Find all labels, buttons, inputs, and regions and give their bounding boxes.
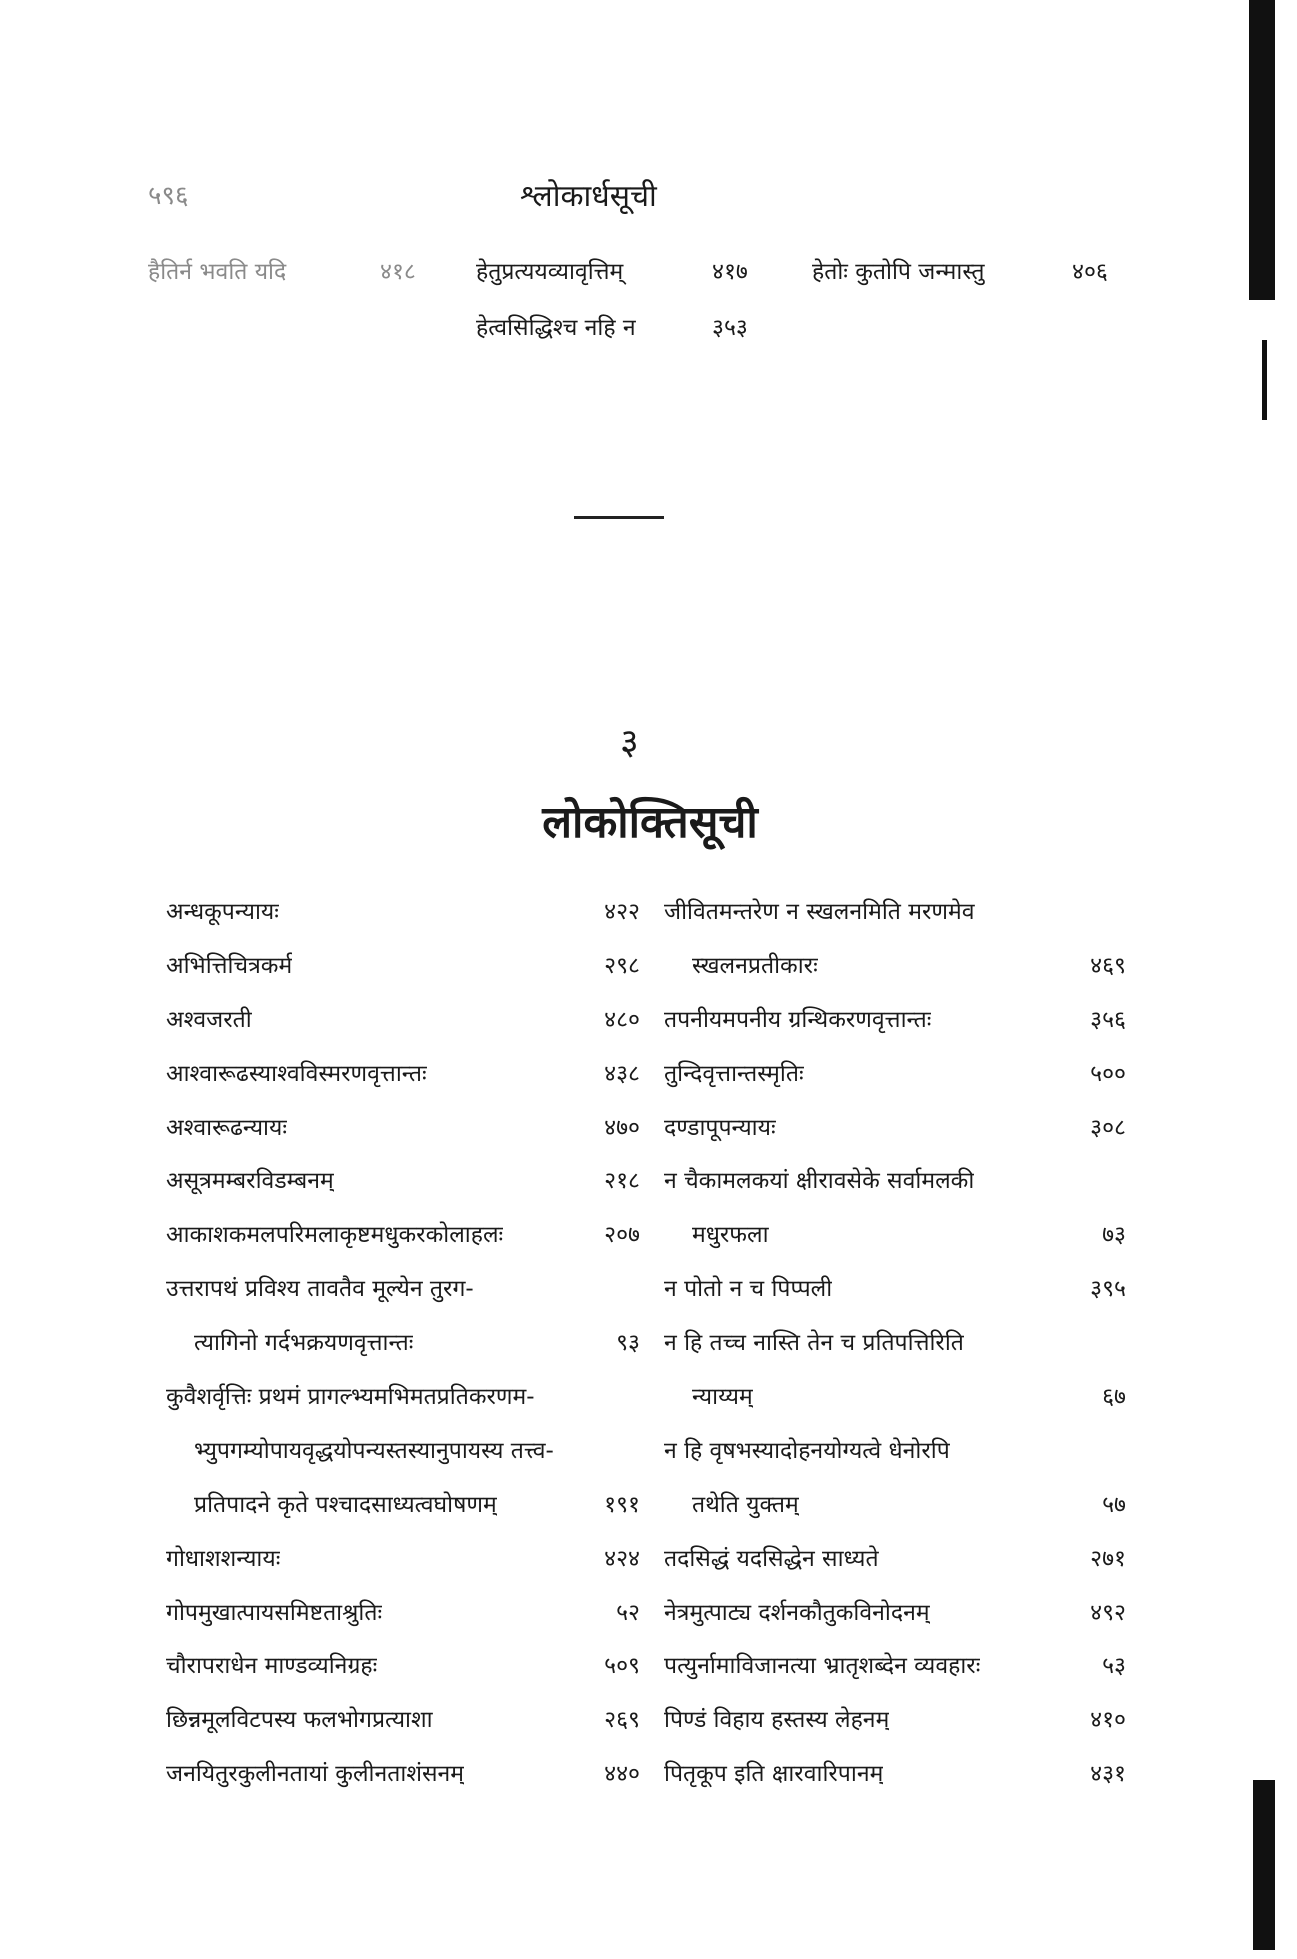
entry-text: तुन्दिवृत्तान्तस्मृतिः (664, 1060, 804, 1087)
scan-edge-mark (1262, 340, 1267, 420)
entry-text: पितृकूप इति क्षारवारिपानम् (664, 1761, 884, 1788)
entry-page-number: ४१० (1090, 1707, 1126, 1734)
entry-page-number: ३९५ (1090, 1276, 1126, 1303)
index-entry (664, 1433, 1126, 1487)
entry-page-number: ५०० (1090, 1060, 1126, 1087)
entry-text: प्रतिपादने कृते पश्चादसाध्यत्वघोषणम् (194, 1491, 497, 1518)
entry-text: उत्तरापथं प्रविश्य तावतैव मूल्येन तुरग- (166, 1276, 474, 1303)
entry-page-number: ४२२ (604, 899, 640, 925)
index-entry (664, 1110, 1126, 1164)
index-entry (664, 1056, 1126, 1110)
index-entry (664, 1217, 1126, 1271)
entry-text: दण्डापूपन्यायः (664, 1114, 776, 1141)
index-entry (664, 1271, 1126, 1325)
header-entry-text: हेत्वसिद्धिश्च नहि न (476, 315, 636, 341)
running-title: श्लोकार्धसूची (520, 179, 657, 214)
scan-edge-mark (1253, 1780, 1275, 1950)
index-entry (664, 1541, 1126, 1595)
header-entry (476, 254, 623, 286)
index-entry (664, 1756, 1126, 1810)
entry-text: न हि वृषभस्यादोहनयोग्यत्वे धेनोरपि (664, 1437, 950, 1464)
index-entry (664, 1325, 1126, 1379)
entry-page-number: ४९२ (1090, 1599, 1126, 1626)
index-entry (166, 948, 640, 1002)
header-entry-text: हैतिर्न भवति यदि (148, 259, 287, 285)
index-entry (664, 1487, 1126, 1541)
index-entry (664, 1163, 1126, 1217)
entry-text: स्खलनप्रतीकारः (692, 952, 818, 979)
index-entry (166, 1056, 640, 1110)
entry-page-number: ४३८ (604, 1060, 640, 1087)
index-column-right (664, 894, 1126, 1810)
entry-page-number: ३५६ (1090, 1006, 1126, 1033)
entry-text: कुवैशर्वृत्तिः प्रथमं प्रागल्भ्यमभिमतप्रतिकरणम- (166, 1384, 535, 1411)
index-entry (166, 1541, 640, 1595)
entry-text: अभित्तिचित्रकर्म (166, 952, 293, 979)
entry-page-number: ९३ (616, 1330, 640, 1357)
entry-text: त्यागिनो गर्दभक्रयणवृत्तान्तः (194, 1330, 414, 1357)
index-entry (166, 1702, 640, 1756)
entry-page-number: ४३१ (1090, 1761, 1126, 1788)
index-entry (166, 894, 640, 948)
entry-text: पिण्डं विहाय हस्तस्य लेहनम् (664, 1707, 890, 1734)
index-entry (664, 1002, 1126, 1056)
entry-page-number: ५२ (616, 1599, 640, 1626)
entry-text: गोधाशशन्यायः (166, 1545, 281, 1572)
entry-text: तदसिद्धं यदसिद्धेन साध्यते (664, 1545, 879, 1572)
section-number: ३ (620, 722, 639, 763)
header-entry-page: ४१८ (380, 259, 416, 285)
entry-text: असूत्रमम्बरविडम्बनम् (166, 1168, 334, 1195)
entry-text: भ्युपगम्योपायवृद्धयोपन्यस्तस्यानुपायस्य तत्त्व- (194, 1437, 554, 1464)
entry-text: आकाशकमलपरिमलाकृष्टमधुकरकोलाहलः (166, 1222, 504, 1249)
entry-page-number: २१८ (604, 1168, 640, 1195)
index-entry (166, 1648, 640, 1702)
entry-text: मधुरफला (692, 1222, 769, 1249)
index-entry (166, 1110, 640, 1164)
entry-page-number: २०७ (604, 1222, 640, 1249)
entry-text: न्याय्यम् (692, 1384, 753, 1411)
index-entry (166, 1433, 640, 1487)
index-column-left (166, 894, 640, 1810)
entry-page-number: ६७ (1102, 1384, 1126, 1411)
entry-text: अश्वजरती (166, 1006, 252, 1033)
entry-text: आश्वारूढस्याश्वविस्मरणवृत्तान्तः (166, 1060, 427, 1087)
entry-text: जनयितुरकुलीनतायां कुलीनताशंसनम् (166, 1761, 465, 1788)
index-entry (664, 1702, 1126, 1756)
entry-text: चौरापराधेन माण्डव्यनिग्रहः (166, 1653, 378, 1680)
index-entry (166, 1595, 640, 1649)
entry-text: न हि तच्च नास्ति तेन च प्रतिपत्तिरिति (664, 1330, 964, 1357)
entry-page-number: १९१ (604, 1491, 640, 1518)
page-number: ५९६ (148, 181, 189, 211)
index-entry (664, 1595, 1126, 1649)
header-entry (812, 254, 984, 286)
index-entry (664, 894, 1126, 948)
header-entry (476, 310, 636, 342)
entry-text: अन्धकूपन्यायः (166, 899, 279, 925)
entry-text: न चैकामलकयां क्षीरावसेके सर्वामलकी (664, 1168, 975, 1195)
entry-page-number: ४४० (604, 1761, 640, 1788)
section-title: लोकोक्तिसूची (542, 797, 758, 848)
index-entry (664, 1648, 1126, 1702)
entry-page-number: २७१ (1090, 1545, 1126, 1572)
index-entry (664, 948, 1126, 1002)
index-entry (166, 1325, 640, 1379)
entry-text: पत्युर्नामाविजानत्या भ्रातृशब्देन व्यवहारः (664, 1653, 981, 1680)
index-entry (664, 1379, 1126, 1433)
entry-page-number: ५०९ (604, 1653, 640, 1680)
entry-text: जीवितमन्तरेण न स्खलनमिति मरणमेव (664, 899, 975, 925)
entry-text: अश्वारूढन्यायः (166, 1114, 287, 1141)
index-entry (166, 1271, 640, 1325)
entry-text: तपनीयमपनीय ग्रन्थिकरणवृत्तान्तः (664, 1006, 932, 1033)
entry-text: तथेति युक्तम् (692, 1491, 799, 1518)
entry-text: नेत्रमुत्पाट्य दर्शनकौतुकविनोदनम् (664, 1599, 930, 1626)
entry-page-number: ५७ (1102, 1491, 1126, 1518)
entry-page-number: ३०८ (1090, 1114, 1126, 1141)
entry-page-number: ४७० (604, 1114, 640, 1141)
index-entry (166, 1379, 640, 1433)
entry-page-number: २६९ (604, 1707, 640, 1734)
index-entry (166, 1756, 640, 1810)
index-entry (166, 1002, 640, 1056)
header-entry-page: ४१७ (712, 259, 748, 285)
entry-text: छिन्नमूलविटपस्य फलभोगप्रत्याशा (166, 1707, 433, 1734)
entry-page-number: ४६९ (1090, 952, 1126, 979)
header-entry (148, 254, 286, 286)
scan-edge-mark (1249, 0, 1275, 300)
header-entry-page: ३५३ (712, 315, 748, 341)
entry-page-number: ४८० (604, 1006, 640, 1033)
index-entry (166, 1163, 640, 1217)
entry-text: गोपमुखात्पायसमिष्टताश्रुतिः (166, 1599, 383, 1626)
entry-page-number: २९८ (604, 952, 640, 979)
header-entry-text: हेतोः कुतोपि जन्मास्तु (812, 259, 985, 285)
entry-page-number: ४२४ (604, 1545, 640, 1572)
entry-text: न पोतो न च पिप्पली (664, 1276, 833, 1303)
header-entry-text: हेतुप्रत्ययव्यावृत्तिम् (476, 259, 624, 285)
section-separator (574, 516, 664, 519)
entry-page-number: ७३ (1102, 1222, 1126, 1249)
entry-page-number: ५३ (1102, 1653, 1126, 1680)
index-entry (166, 1217, 640, 1271)
header-entry-page: ४०६ (1072, 259, 1108, 285)
index-entry (166, 1487, 640, 1541)
